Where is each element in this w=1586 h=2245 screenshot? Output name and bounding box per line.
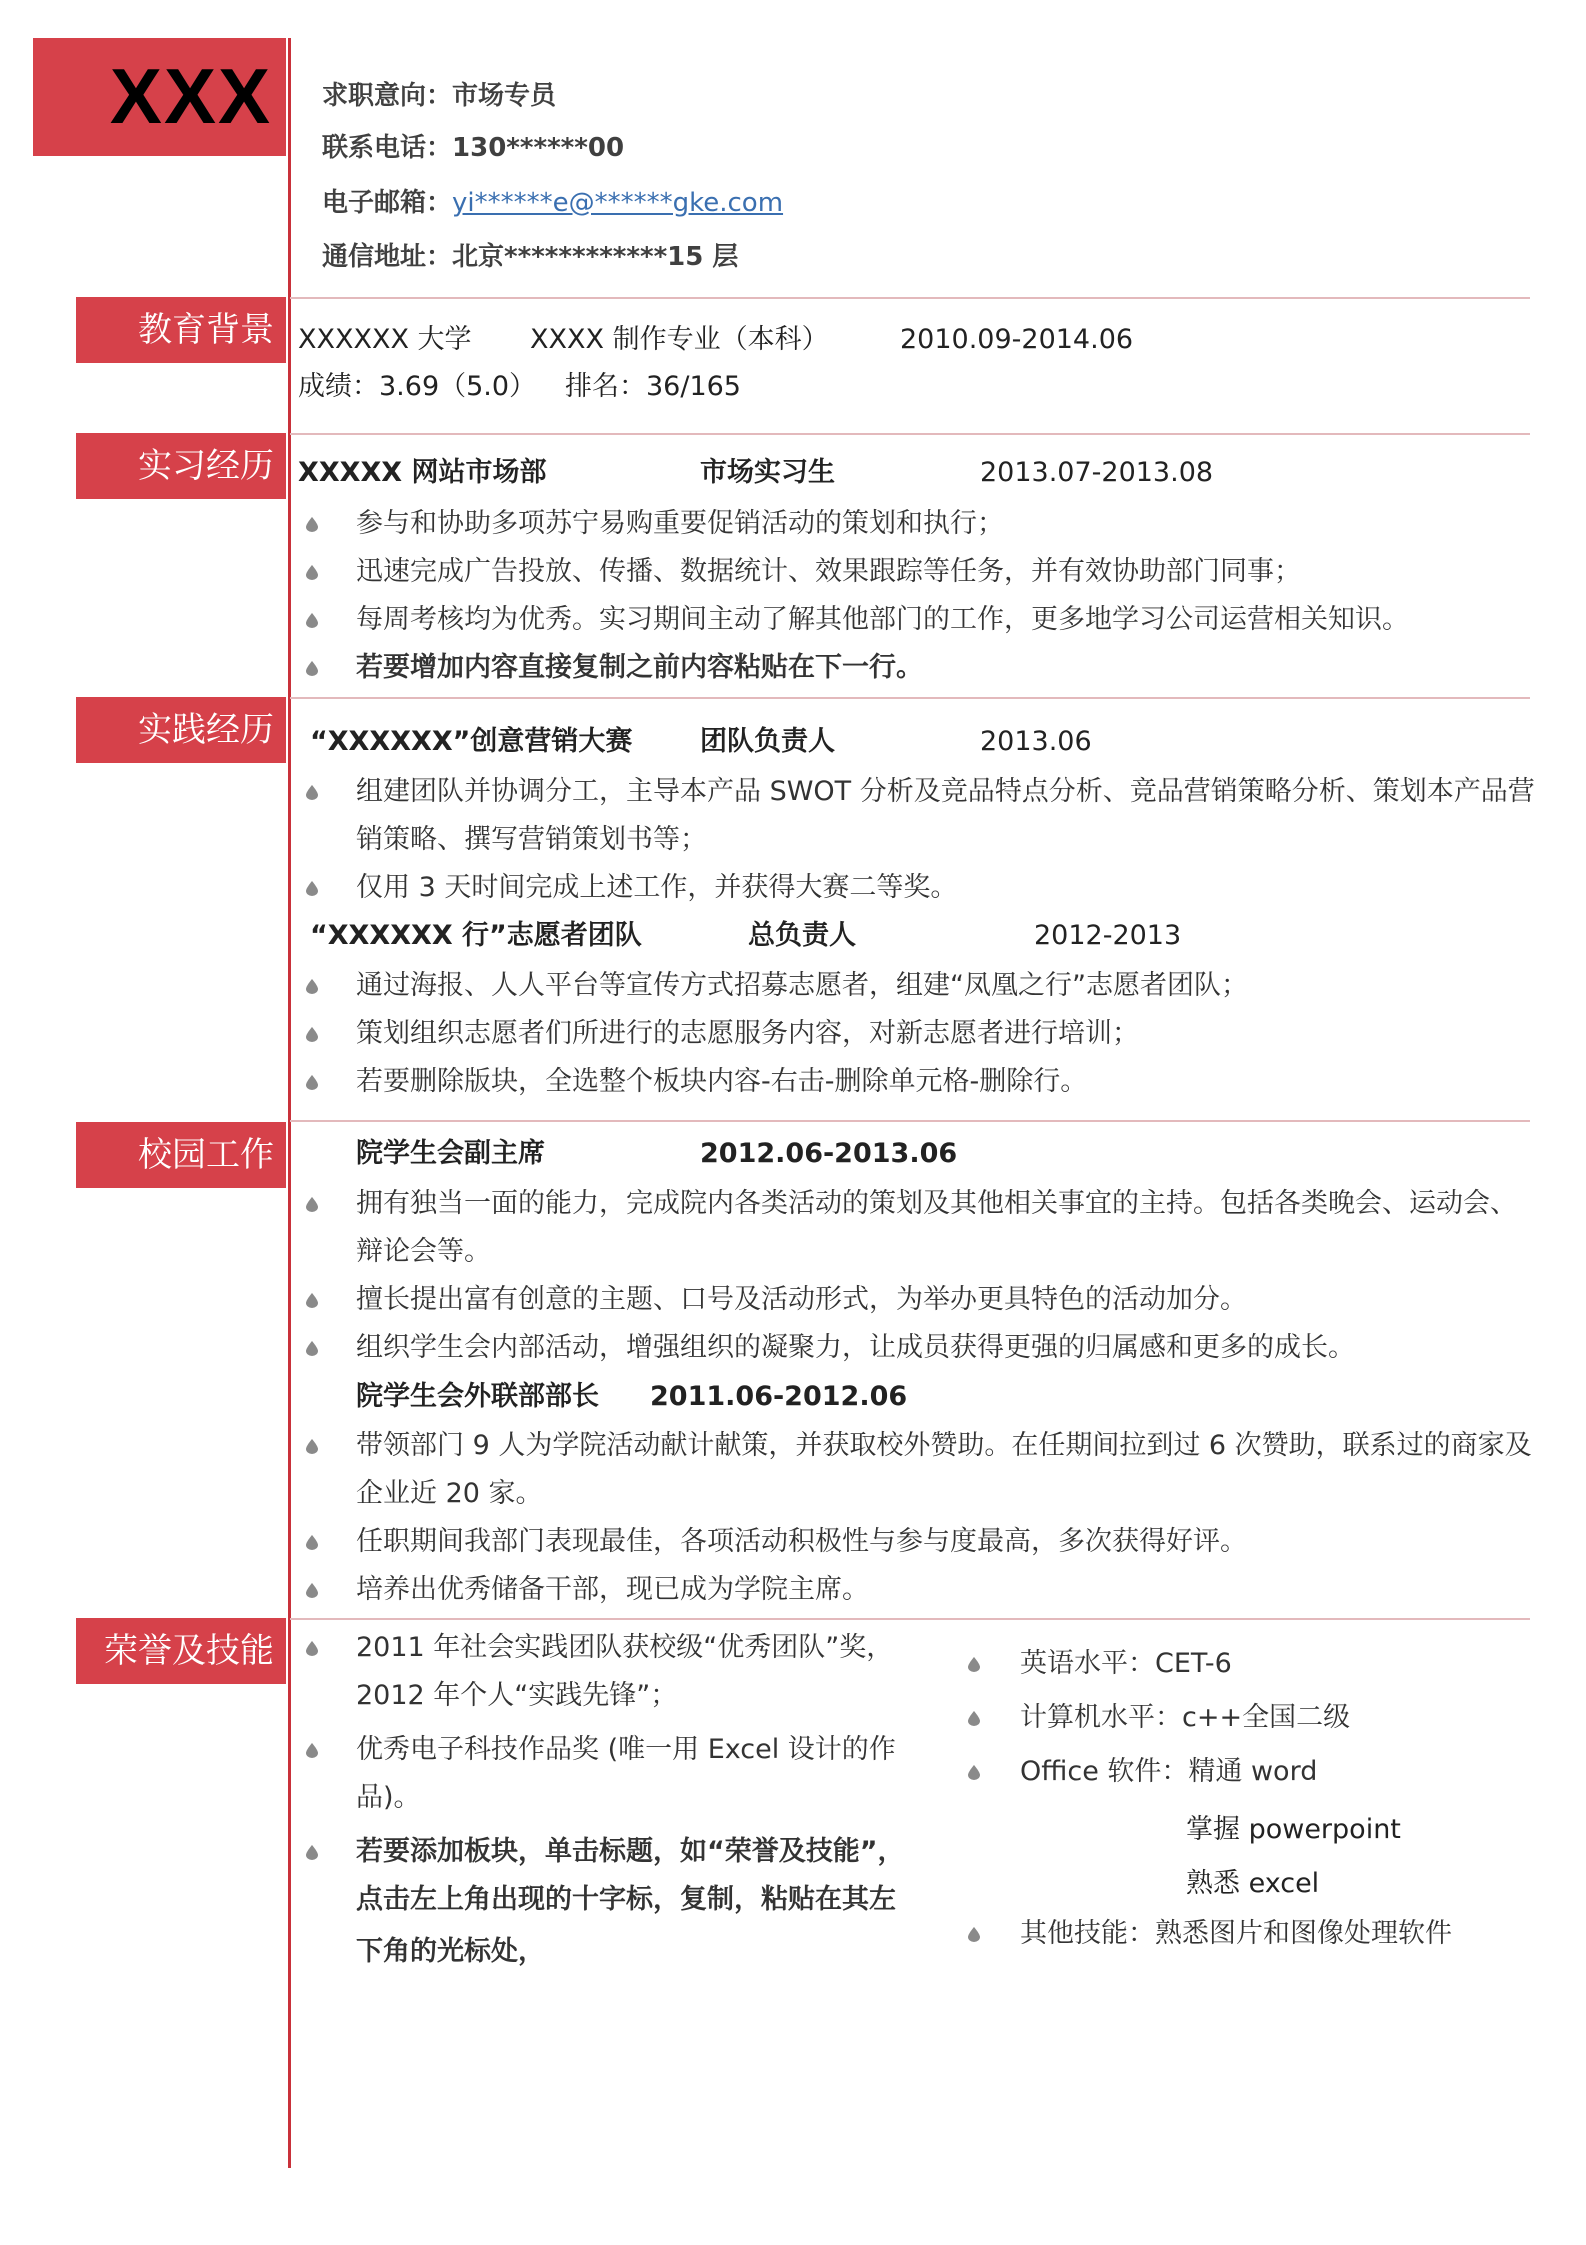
teardrop-bullet-icon	[306, 1027, 318, 1042]
timeline-vertical-line	[288, 38, 291, 2168]
practice-1-role: 团队负责人	[700, 726, 835, 757]
intern-company: XXXXX 网站市场部	[298, 457, 547, 488]
teardrop-bullet-icon	[306, 1197, 318, 1212]
rank: 排名：36/165	[565, 371, 741, 402]
intern-role: 市场实习生	[700, 457, 835, 488]
school-name: XXXXXX 大学	[298, 324, 472, 355]
teardrop-bullet-icon	[306, 1845, 318, 1860]
campus-1-role: 院学生会副主席	[356, 1138, 545, 1169]
teardrop-bullet-icon	[306, 661, 318, 676]
teardrop-bullet-icon	[306, 1075, 318, 1090]
divider	[290, 1618, 1530, 1620]
teardrop-bullet-icon	[306, 613, 318, 628]
edu-period: 2010.09-2014.06	[900, 324, 1134, 355]
teardrop-bullet-icon	[968, 1711, 980, 1726]
email-line: 电子邮箱：yi******e@******gke.com	[322, 188, 784, 218]
divider	[290, 697, 1530, 699]
teardrop-bullet-icon	[968, 1657, 980, 1672]
campus-2-period: 2011.06-2012.06	[650, 1381, 908, 1412]
name-header-block	[33, 38, 286, 156]
gpa: 成绩：3.69（5.0）	[298, 371, 537, 402]
teardrop-bullet-icon	[306, 1293, 318, 1308]
section-title-honors: 荣誉及技能	[76, 1618, 286, 1684]
teardrop-bullet-icon	[306, 785, 318, 800]
teardrop-bullet-icon	[306, 979, 318, 994]
candidate-name: XXX	[109, 52, 272, 140]
teardrop-bullet-icon	[306, 565, 318, 580]
practice-1-title: “XXXXXX”创意营销大赛	[310, 726, 633, 757]
campus-2-role: 院学生会外联部部长	[356, 1381, 599, 1412]
major: XXXX 制作专业（本科）	[530, 324, 829, 355]
address-line: 通信地址：北京************15 层	[322, 242, 739, 272]
teardrop-bullet-icon	[306, 1743, 318, 1758]
phone-line: 联系电话：130******00	[322, 133, 625, 163]
practice-2-period: 2012-2013	[1034, 920, 1182, 951]
teardrop-bullet-icon	[306, 517, 318, 532]
teardrop-bullet-icon	[306, 881, 318, 896]
job-objective: 求职意向：市场专员	[322, 81, 557, 111]
teardrop-bullet-icon	[968, 1927, 980, 1942]
teardrop-bullet-icon	[306, 1641, 318, 1656]
section-title-education: 教育背景	[76, 297, 286, 363]
skill-subitem: 掌握 powerpoint	[1186, 1814, 1401, 1845]
section-title-internship: 实习经历	[76, 433, 286, 499]
practice-1-period: 2013.06	[980, 726, 1092, 757]
campus-1-period: 2012.06-2013.06	[700, 1138, 958, 1169]
teardrop-bullet-icon	[306, 1341, 318, 1356]
teardrop-bullet-icon	[306, 1583, 318, 1598]
divider	[290, 297, 1530, 299]
email-link[interactable]: yi******e@******gke.com	[452, 188, 784, 218]
practice-2-title: “XXXXXX 行”志愿者团队	[310, 920, 642, 951]
teardrop-bullet-icon	[968, 1765, 980, 1780]
teardrop-bullet-icon	[306, 1535, 318, 1550]
intern-period: 2013.07-2013.08	[980, 457, 1214, 488]
section-title-campus: 校园工作	[76, 1122, 286, 1188]
divider	[290, 433, 1530, 435]
skill-subitem: 熟悉 excel	[1186, 1868, 1320, 1899]
teardrop-bullet-icon	[306, 1439, 318, 1454]
divider	[290, 1120, 1530, 1122]
practice-2-role: 总负责人	[748, 920, 856, 951]
section-title-practice: 实践经历	[76, 697, 286, 763]
